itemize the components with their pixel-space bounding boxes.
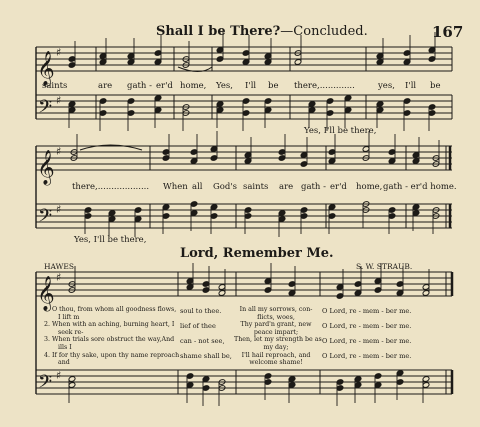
lyric: home, xyxy=(180,81,207,91)
lyric: home, xyxy=(356,182,383,192)
verse-line: and xyxy=(58,359,70,367)
sharp-icon: ♯ xyxy=(56,271,62,284)
lyric: are xyxy=(98,81,113,91)
sharp-icon: ♯ xyxy=(56,369,62,382)
lyric: God's xyxy=(213,182,238,192)
refrain-line: O Lord, re - mem - ber me. xyxy=(322,352,412,360)
composer-right: S. W. STRAUB. xyxy=(356,262,413,271)
treble-clef-icon: 𝄞 xyxy=(37,276,55,311)
verse-col2: shame shall be, xyxy=(180,352,232,360)
lyric: gath - xyxy=(127,81,152,91)
verse-line: 4. If for thy sake, upon thy name reproach xyxy=(44,351,180,359)
verse-line: 3. When trials sore obstruct the way,And xyxy=(44,336,175,344)
verse-col2: can - not see, xyxy=(180,337,225,345)
verse-line: 1. O thou, from whom all goodness flows, xyxy=(44,306,177,313)
lyric: I'll xyxy=(405,81,417,91)
lyric: When xyxy=(163,182,188,192)
lyric: I'll xyxy=(245,81,257,91)
verse-text-col3 xyxy=(234,306,322,367)
lyric: saints xyxy=(243,182,269,192)
bass-clef-icon: 𝄢 xyxy=(38,372,53,397)
refrain-line: O Lord, re - mem - ber me. xyxy=(322,307,412,315)
sharp-icon: ♯ xyxy=(56,203,62,216)
verse-line: peace impart; xyxy=(253,328,299,336)
bass-lyric: Yes, I'll be there, xyxy=(304,126,377,136)
verse-line: flicts, woes, xyxy=(257,313,295,321)
lyric: er'd xyxy=(330,182,347,192)
lyric: be xyxy=(268,81,279,91)
verse-line: 2. When with an aching, burning heart, I xyxy=(44,321,175,329)
verse-line: seek re- xyxy=(58,328,84,336)
verse-col2: lief of thee xyxy=(180,322,216,330)
treble-clef-icon: 𝄞 xyxy=(37,150,55,185)
bass-clef-icon: 𝄢 xyxy=(38,206,53,231)
bass-lyric: Yes, I'll be there, xyxy=(74,235,147,245)
lyric: gath - xyxy=(301,182,326,192)
sharp-icon: ♯ xyxy=(56,46,62,59)
hymn1-title-main: Shall I be There? xyxy=(156,24,281,39)
hymn2-title: Lord, Remember Me. xyxy=(180,246,334,261)
verse-line: Then, let my strength be as xyxy=(234,336,322,344)
lyric: there,................... xyxy=(72,182,150,192)
refrain-line: O Lord, re - mem - ber me. xyxy=(322,337,412,345)
page-number: 167 xyxy=(432,23,464,41)
verse-line: I'll hail reproach, and xyxy=(241,351,311,359)
hymn1-title xyxy=(156,24,368,39)
verse-line: my day; xyxy=(263,343,289,351)
lyric: er'd xyxy=(156,81,173,91)
verse-line: I lift m xyxy=(58,313,80,321)
sharp-icon: ♯ xyxy=(56,145,62,158)
lyric: all xyxy=(192,182,203,192)
lyric: Yes, xyxy=(216,81,233,91)
treble-clef-icon: 𝄞 xyxy=(37,51,55,86)
composer-left: HAWES. xyxy=(44,262,77,271)
lyric: yes, xyxy=(378,81,395,91)
verse-line: ills I xyxy=(58,343,72,351)
lyric: gath - er'd home. xyxy=(383,182,457,192)
lyric: be xyxy=(430,81,441,91)
verse-line: In all my sorrows, con- xyxy=(239,306,313,313)
bass-clef-icon: 𝄢 xyxy=(38,97,53,122)
lyric: there,............. xyxy=(294,81,355,91)
sharp-icon: ♯ xyxy=(56,94,62,107)
verse-text-col1 xyxy=(44,306,179,367)
verse-line: Thy pard'n grant, new xyxy=(240,321,312,329)
hymn1-title-suffix: —Concluded. xyxy=(280,24,368,39)
refrain-line: O Lord, re - mem - ber me. xyxy=(322,322,412,330)
lyric: are xyxy=(279,182,294,192)
verse-line: welcome shame! xyxy=(249,359,303,367)
verse-col2: soul to thee. xyxy=(180,307,222,315)
lyric: saints xyxy=(42,81,68,91)
